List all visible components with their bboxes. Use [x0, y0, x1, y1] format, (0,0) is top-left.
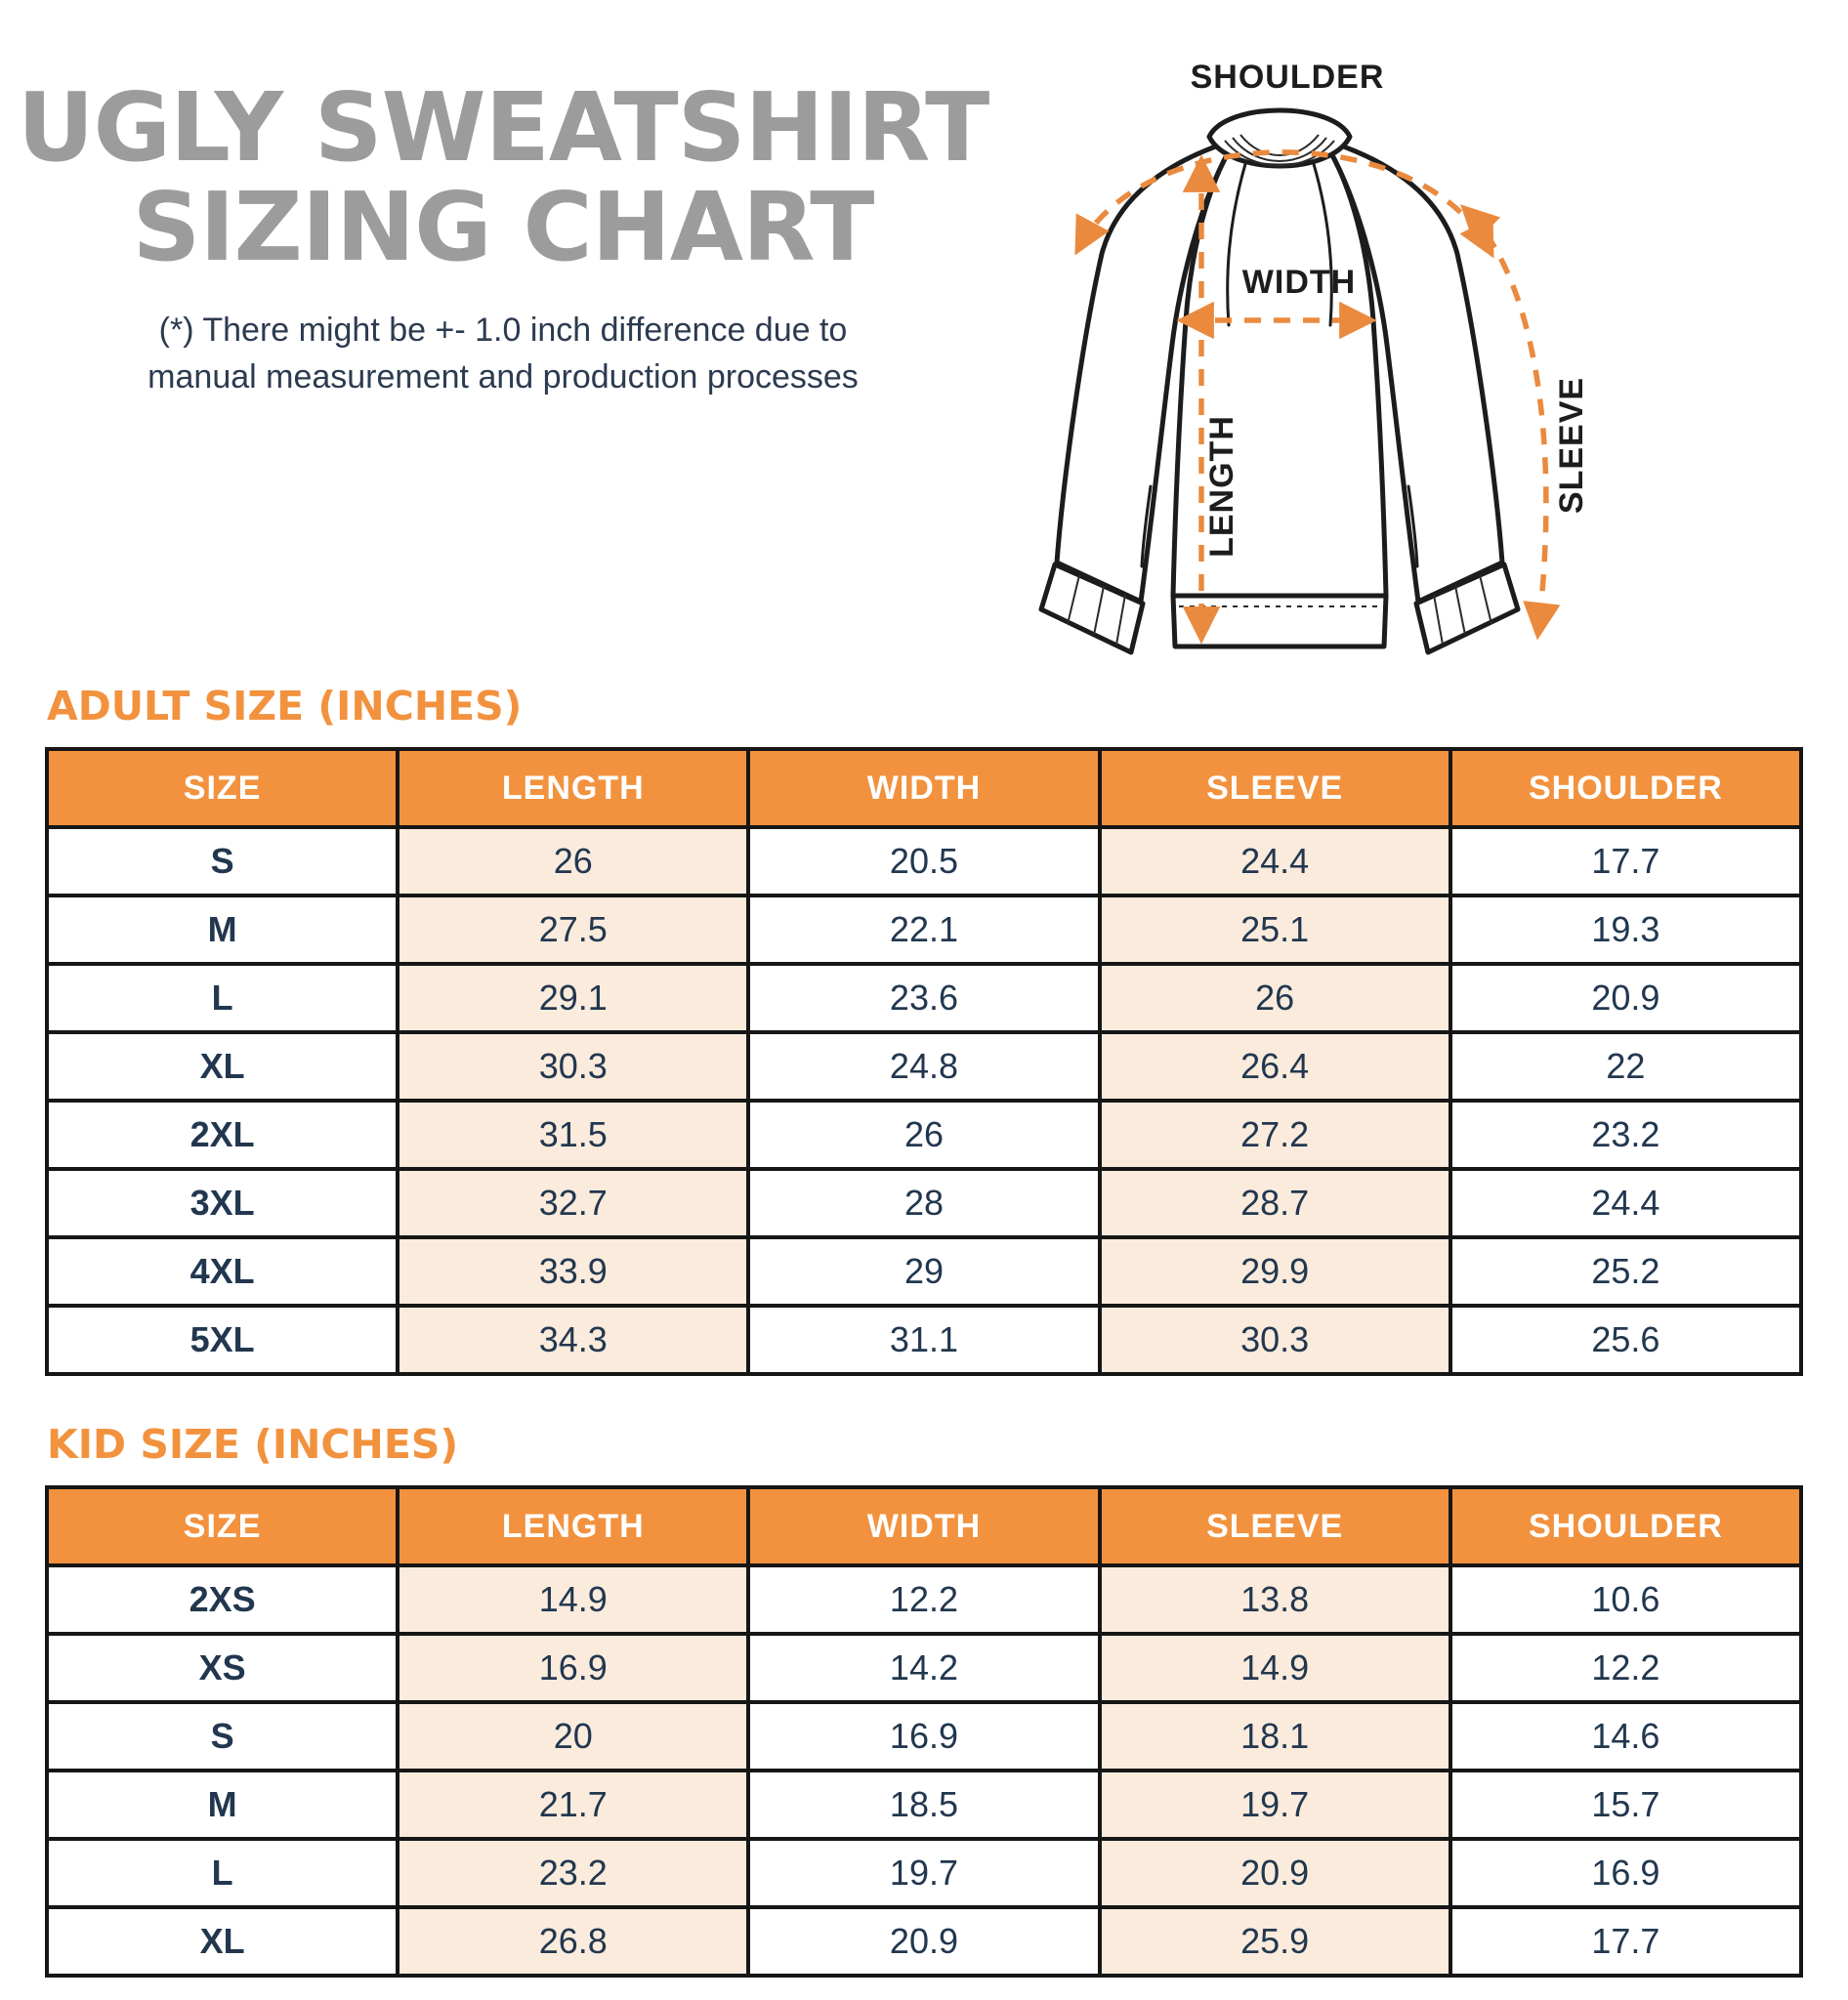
- column-header-length: LENGTH: [398, 1487, 748, 1565]
- column-header-sleeve: SLEEVE: [1100, 749, 1450, 827]
- value-cell: 21.7: [398, 1771, 748, 1839]
- table-row: [47, 1702, 1801, 1771]
- value-cell: 25.6: [1450, 1306, 1801, 1374]
- column-header-size: SIZE: [47, 1487, 398, 1565]
- size-cell: 4XL: [47, 1237, 398, 1306]
- size-cell: 3XL: [47, 1169, 398, 1237]
- value-cell: 31.5: [398, 1101, 748, 1169]
- table-row: [47, 1771, 1801, 1839]
- adult-header-row: [47, 749, 1801, 827]
- value-cell: 12.2: [1450, 1634, 1801, 1702]
- sweatshirt-diagram: [1006, 0, 1651, 649]
- value-cell: 14.6: [1450, 1702, 1801, 1771]
- value-cell: 20.9: [1450, 964, 1801, 1032]
- value-cell: 18.1: [1100, 1702, 1450, 1771]
- value-cell: 14.2: [748, 1634, 1099, 1702]
- column-header-sleeve: SLEEVE: [1100, 1487, 1450, 1565]
- value-cell: 14.9: [398, 1565, 748, 1634]
- value-cell: 18.5: [748, 1771, 1099, 1839]
- column-header-length: LENGTH: [398, 749, 748, 827]
- table-row: [47, 1032, 1801, 1101]
- table-row: [47, 827, 1801, 896]
- value-cell: 25.1: [1100, 896, 1450, 964]
- size-cell: 2XL: [47, 1101, 398, 1169]
- column-header-width: WIDTH: [748, 749, 1099, 827]
- adult-size-table: [45, 747, 1803, 1376]
- table-row: [47, 964, 1801, 1032]
- kid-size-heading: KID SIZE (INCHES): [47, 1421, 459, 1468]
- table-row: [47, 1565, 1801, 1634]
- value-cell: 17.7: [1450, 1907, 1801, 1976]
- value-cell: 12.2: [748, 1565, 1099, 1634]
- value-cell: 25.2: [1450, 1237, 1801, 1306]
- table-row: [47, 1634, 1801, 1702]
- disclaimer-text: [0, 307, 1006, 401]
- value-cell: 26: [748, 1101, 1099, 1169]
- value-cell: 19.3: [1450, 896, 1801, 964]
- column-header-size: SIZE: [47, 749, 398, 827]
- value-cell: 26: [398, 827, 748, 896]
- value-cell: 31.1: [748, 1306, 1099, 1374]
- size-cell: S: [47, 827, 398, 896]
- value-cell: 26: [1100, 964, 1450, 1032]
- disclaimer-line2: manual measurement and production processes: [147, 357, 859, 396]
- column-header-width: WIDTH: [748, 1487, 1099, 1565]
- value-cell: 29: [748, 1237, 1099, 1306]
- column-header-shoulder: SHOULDER: [1450, 749, 1801, 827]
- size-cell: M: [47, 896, 398, 964]
- value-cell: 16.9: [1450, 1839, 1801, 1907]
- value-cell: 28: [748, 1169, 1099, 1237]
- adult-size-heading: ADULT SIZE (INCHES): [47, 683, 523, 729]
- value-cell: 33.9: [398, 1237, 748, 1306]
- value-cell: 29.9: [1100, 1237, 1450, 1306]
- value-cell: 19.7: [748, 1839, 1099, 1907]
- value-cell: 23.6: [748, 964, 1099, 1032]
- size-cell: 5XL: [47, 1306, 398, 1374]
- value-cell: 27.5: [398, 896, 748, 964]
- table-row: [47, 896, 1801, 964]
- sleeve-label: SLEEVE: [1553, 376, 1590, 515]
- value-cell: 30.3: [398, 1032, 748, 1101]
- value-cell: 27.2: [1100, 1101, 1450, 1169]
- table-row: [47, 1101, 1801, 1169]
- size-cell: S: [47, 1702, 398, 1771]
- value-cell: 30.3: [1100, 1306, 1450, 1374]
- value-cell: 29.1: [398, 964, 748, 1032]
- size-cell: XL: [47, 1907, 398, 1976]
- value-cell: 26.8: [398, 1907, 748, 1976]
- value-cell: 34.3: [398, 1306, 748, 1374]
- intro-block: [0, 0, 1006, 649]
- value-cell: 23.2: [1450, 1101, 1801, 1169]
- value-cell: 26.4: [1100, 1032, 1450, 1101]
- size-cell: XL: [47, 1032, 398, 1101]
- value-cell: 25.9: [1100, 1907, 1450, 1976]
- size-cell: L: [47, 1839, 398, 1907]
- value-cell: 20.9: [748, 1907, 1099, 1976]
- value-cell: 20.9: [1100, 1839, 1450, 1907]
- value-cell: 23.2: [398, 1839, 748, 1907]
- value-cell: 24.8: [748, 1032, 1099, 1101]
- value-cell: 19.7: [1100, 1771, 1450, 1839]
- value-cell: 20.5: [748, 827, 1099, 896]
- page-title: [0, 72, 1006, 282]
- size-cell: M: [47, 1771, 398, 1839]
- value-cell: 17.7: [1450, 827, 1801, 896]
- page-title-line1: UGLY SWEATSHIRT: [17, 72, 989, 183]
- table-row: [47, 1839, 1801, 1907]
- sweatshirt-measurement-illustration: [1006, 27, 1612, 662]
- value-cell: 32.7: [398, 1169, 748, 1237]
- table-row: [47, 1306, 1801, 1374]
- width-label: WIDTH: [1241, 264, 1357, 301]
- value-cell: 22.1: [748, 896, 1099, 964]
- page-title-line2: SIZING CHART: [132, 171, 874, 282]
- kid-size-table: [45, 1485, 1803, 1978]
- value-cell: 28.7: [1100, 1169, 1450, 1237]
- value-cell: 14.9: [1100, 1634, 1450, 1702]
- value-cell: 16.9: [748, 1702, 1099, 1771]
- size-cell: L: [47, 964, 398, 1032]
- size-cell: XS: [47, 1634, 398, 1702]
- value-cell: 22: [1450, 1032, 1801, 1101]
- value-cell: 10.6: [1450, 1565, 1801, 1634]
- length-label: LENGTH: [1203, 415, 1240, 558]
- table-row: [47, 1907, 1801, 1976]
- waistband: [1173, 596, 1386, 646]
- table-row: [47, 1237, 1801, 1306]
- value-cell: 13.8: [1100, 1565, 1450, 1634]
- value-cell: 24.4: [1450, 1169, 1801, 1237]
- value-cell: 20: [398, 1702, 748, 1771]
- size-cell: 2XS: [47, 1565, 398, 1634]
- value-cell: 15.7: [1450, 1771, 1801, 1839]
- kid-header-row: [47, 1487, 1801, 1565]
- value-cell: 24.4: [1100, 827, 1450, 896]
- shoulder-label: SHOULDER: [1190, 59, 1385, 96]
- value-cell: 16.9: [398, 1634, 748, 1702]
- header-section: [0, 0, 1848, 649]
- column-header-shoulder: SHOULDER: [1450, 1487, 1801, 1565]
- disclaimer-line1: (*) There might be +- 1.0 inch difference due to: [158, 311, 848, 349]
- table-row: [47, 1169, 1801, 1237]
